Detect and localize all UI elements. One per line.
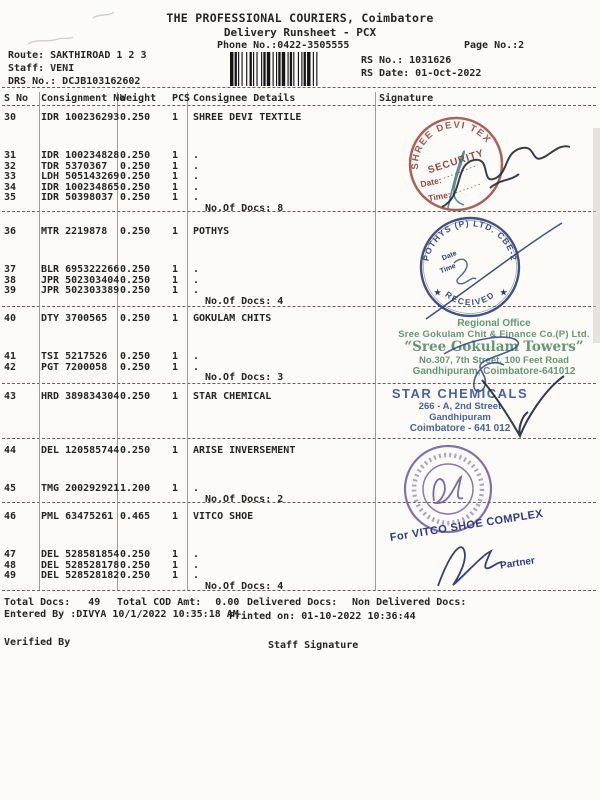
cell-consignee: . xyxy=(193,274,200,286)
rs-number: RS No.: 1031626 xyxy=(361,55,452,66)
cell-pcs: 1 xyxy=(172,511,179,522)
stamp-inner-date: Date xyxy=(441,250,458,263)
docs-count: No.Of Docs: 4 xyxy=(205,295,284,307)
cell-consignee: POTHYS xyxy=(193,226,230,237)
cell-consignment: JPR 502303389 xyxy=(41,285,120,296)
shree-devi-stamp xyxy=(396,108,588,220)
cell-consignment: BLR 695322266 xyxy=(41,264,120,275)
runsheet-section xyxy=(0,512,375,592)
cell-consignment: JPR 502303404 xyxy=(41,274,120,286)
cell-pcs: 1 xyxy=(172,171,179,182)
cell-weight: 0.250 xyxy=(120,226,151,237)
staff-signature-label: Staff Signature xyxy=(268,640,359,651)
table-header xyxy=(0,93,600,104)
cell-consignee: . xyxy=(193,361,200,373)
cell-sno: 44 xyxy=(4,445,17,456)
cell-consignee: . xyxy=(193,264,200,275)
stamp-security-text: SECURITY xyxy=(426,147,486,177)
cod-value: 0.00 xyxy=(215,597,240,608)
cell-weight: 0.250 xyxy=(120,160,151,172)
cell-weight: 0.465 xyxy=(120,511,151,522)
cell-consignee: . xyxy=(193,285,200,296)
cell-sno: 33 xyxy=(4,171,17,182)
cell-consignment: DEL 528528178 xyxy=(41,559,120,571)
star-signature xyxy=(468,366,578,448)
total-docs-label: Total Docs: xyxy=(4,597,71,608)
cell-consignment: DEL 120585744 xyxy=(41,445,120,456)
cell-pcs: 1 xyxy=(172,150,179,161)
vitco-stamp xyxy=(388,507,588,594)
stamp-ring-text: SHREE DEVI TEX xyxy=(409,119,494,170)
cell-sno: 36 xyxy=(4,226,17,237)
runsheet-section xyxy=(0,392,375,430)
cell-consignment: TSI 5217526 xyxy=(41,351,108,362)
printed-on: Printed on: 01-10-2022 10:36:44 xyxy=(229,611,416,622)
runsheet-section xyxy=(0,227,375,307)
table-row xyxy=(0,484,375,495)
cell-consignment: HRD 389834304 xyxy=(41,391,120,402)
cell-weight: 0.250 xyxy=(120,192,151,203)
cell-weight: 0.250 xyxy=(120,112,151,123)
cell-weight: 0.250 xyxy=(120,570,151,581)
cell-consignee: . xyxy=(193,192,200,203)
cell-consignment: DEL 528528182 xyxy=(41,570,120,581)
cell-pcs: 1 xyxy=(172,313,179,324)
column-line xyxy=(375,92,376,590)
drs-number: DRS No.: DCJB103162602 xyxy=(8,76,141,87)
cell-pcs: 1 xyxy=(172,226,179,237)
cell-consignment: PML 63475261 xyxy=(41,511,114,522)
cell-consignee: GOKULAM CHITS xyxy=(193,313,272,324)
cell-weight: 0.250 xyxy=(120,313,151,324)
stamp-time-label: Time: xyxy=(427,189,452,204)
stamp-ring-top-text: POTHYS (P) LTD. CBE-2 xyxy=(420,218,520,263)
cell-consignment: IDR 100234865 xyxy=(41,181,120,193)
page-subtitle: Delivery Runsheet - PCX xyxy=(223,26,377,39)
col-header-consignee: Consignee Details xyxy=(193,93,296,104)
stamp-line: Coimbatore - 641 012 xyxy=(409,423,511,434)
cell-consignee: . xyxy=(193,150,200,161)
cell-sno: 39 xyxy=(4,285,17,296)
separator-line xyxy=(2,105,596,106)
table-row xyxy=(0,265,375,276)
cell-consignment: TMG 200292921 xyxy=(41,483,120,494)
cell-weight: 0.250 xyxy=(120,285,151,296)
cell-consignment: DTY 3700565 xyxy=(41,313,108,324)
table-row xyxy=(0,550,375,561)
table-row xyxy=(0,227,375,238)
cell-consignee: . xyxy=(193,181,200,193)
cell-consignee: STAR CHEMICAL xyxy=(193,391,272,402)
cell-weight: 0.250 xyxy=(120,351,151,362)
cell-sno: 45 xyxy=(4,483,17,494)
cell-sno: 30 xyxy=(4,112,17,123)
cell-consignment: IDR 100234828 xyxy=(41,150,120,161)
runsheet-section xyxy=(0,446,375,505)
runsheet-section xyxy=(0,113,375,214)
col-header-pcs: PCS xyxy=(172,93,191,104)
cell-pcs: 1 xyxy=(172,549,179,560)
cell-sno: 49 xyxy=(4,570,17,581)
table-row xyxy=(0,113,375,124)
table-row xyxy=(0,363,375,374)
cell-weight: 0.250 xyxy=(120,150,151,161)
cell-pcs: 1 xyxy=(172,274,179,286)
docs-count: No.Of Docs: 4 xyxy=(205,580,284,592)
docs-count: No.Of Docs: 3 xyxy=(205,372,284,383)
barcode xyxy=(230,52,350,86)
cell-consignee: . xyxy=(193,160,200,172)
cell-weight: 0.250 xyxy=(120,171,151,182)
total-docs xyxy=(4,597,100,608)
separator-line xyxy=(2,87,596,88)
total-docs-value: 49 xyxy=(88,597,101,608)
stamp-role: Partner xyxy=(499,555,536,572)
cell-consignee: . xyxy=(193,483,200,494)
cell-consignee: ARISE INVERSEMENT xyxy=(193,445,296,456)
cell-consignee: . xyxy=(193,549,200,560)
rs-date: RS Date: 01-Oct-2022 xyxy=(361,68,482,79)
cell-weight: 0.250 xyxy=(120,559,151,571)
cell-sno: 31 xyxy=(4,150,17,161)
stamp-line: Gandhipuram xyxy=(429,412,491,423)
cell-consignment: TDR 5370367 xyxy=(41,160,108,172)
stamp-line: 266 - A, 2nd Street xyxy=(418,401,502,412)
docs-count: No.Of Docs: 8 xyxy=(205,202,284,214)
cell-pcs: 1 xyxy=(172,559,179,571)
table-row xyxy=(0,512,375,523)
cell-pcs: 1 xyxy=(172,483,179,494)
cell-weight: 0.250 xyxy=(120,445,151,456)
cell-pcs: 1 xyxy=(172,391,179,402)
cell-consignee: . xyxy=(193,570,200,581)
stamp-line: “Sree Gokulam Towers” xyxy=(404,339,584,355)
signature-stroke xyxy=(438,547,502,586)
signature-stroke xyxy=(433,477,463,503)
runsheet-section xyxy=(0,314,375,384)
cell-consignment: MTR 2219878 xyxy=(41,226,108,237)
stamp-line: Gandhipuram, Coimbatore-641012 xyxy=(412,366,576,377)
table-row xyxy=(0,151,375,162)
cell-weight: 0.250 xyxy=(120,549,151,560)
table-row xyxy=(0,446,375,457)
cell-consignment: IDR 50398037 xyxy=(41,192,114,203)
cell-weight: 0.250 xyxy=(120,361,151,373)
cell-pcs: 1 xyxy=(172,112,179,123)
table-row xyxy=(0,392,375,403)
signature-stroke xyxy=(482,376,564,436)
cell-pcs: 1 xyxy=(172,160,179,172)
cell-sno: 43 xyxy=(4,391,17,402)
cell-sno: 46 xyxy=(4,511,17,522)
stamp-date-label: Date: xyxy=(419,174,443,190)
page-number: Page No.:2 xyxy=(464,40,525,51)
cell-pcs: 1 xyxy=(172,192,179,203)
table-row xyxy=(0,172,375,183)
cell-consignee: . xyxy=(193,171,200,182)
cell-consignment: PGT 7200058 xyxy=(41,361,108,373)
cell-weight: 0.250 xyxy=(120,391,151,402)
cell-sno: 38 xyxy=(4,274,17,286)
table-row xyxy=(0,352,375,363)
cell-consignment: DEL 528581854 xyxy=(41,549,120,560)
col-header-sno: S No xyxy=(4,93,29,104)
cell-pcs: 1 xyxy=(172,181,179,193)
cell-consignee: VITCO SHOE xyxy=(193,511,254,522)
cell-sno: 41 xyxy=(4,351,17,362)
cell-sno: 32 xyxy=(4,160,17,172)
stamp-inner-time: Time xyxy=(439,262,457,276)
stamp-line: Sree Gokulam Chit & Finance Co.(P) Ltd. xyxy=(398,329,590,340)
col-header-consignment: Consignment No xyxy=(41,93,126,104)
cell-weight: 1.200 xyxy=(120,483,151,494)
cell-pcs: 1 xyxy=(172,351,179,362)
cell-pcs: 1 xyxy=(172,361,179,373)
total-cod xyxy=(117,597,239,608)
stamp-for-line: For VITCO SHOE COMPLEX xyxy=(389,507,544,544)
cell-pcs: 1 xyxy=(172,264,179,275)
cell-pcs: 1 xyxy=(172,445,179,456)
col-header-weight: Weight xyxy=(120,93,157,104)
cell-consignee: . xyxy=(193,559,200,571)
cell-consignee: . xyxy=(193,351,200,362)
table-row xyxy=(0,571,375,582)
stamp-ring-lettering xyxy=(414,455,482,523)
route-label: Route: SAKTHIROAD 1 2 3 xyxy=(8,50,147,61)
cell-sno: 35 xyxy=(4,192,17,203)
delivered-docs-label: Delivered Docs: xyxy=(247,597,338,608)
stamp-ring-bottom-text: RECEIVED xyxy=(443,289,497,308)
table-row xyxy=(0,193,375,204)
cell-sno: 47 xyxy=(4,549,17,560)
stamp-line: Regional Office xyxy=(457,318,531,329)
cell-sno: 48 xyxy=(4,559,17,571)
cell-weight: 0.250 xyxy=(120,264,151,275)
staff-label: Staff: VENI xyxy=(8,63,75,74)
cell-weight: 0.250 xyxy=(120,181,151,193)
scan-edge-shadow xyxy=(593,128,600,343)
stamp-star-left: ★ xyxy=(434,288,442,297)
cell-weight: 0.250 xyxy=(120,274,151,286)
cell-pcs: 1 xyxy=(172,285,179,296)
verified-by-label: Verified By xyxy=(4,637,71,648)
cell-sno: 42 xyxy=(4,361,17,373)
cell-consignee: SHREE DEVI TEXTILE xyxy=(193,112,302,123)
pothys-stamp xyxy=(396,217,588,325)
stamp-line: STAR CHEMICALS xyxy=(391,386,529,401)
cell-pcs: 1 xyxy=(172,570,179,581)
cell-consignment: LDH 505143269 xyxy=(41,171,120,182)
col-header-signature: Signature xyxy=(379,93,434,104)
cell-sno: 34 xyxy=(4,181,17,193)
signature-stroke xyxy=(454,259,476,284)
entered-by: Entered By :DIVYA 10/1/2022 10:35:18 AM xyxy=(4,609,239,620)
stamp-line: No.307, 7th Street, 100 Feet Road xyxy=(419,355,569,366)
table-row xyxy=(0,314,375,325)
cell-sno: 40 xyxy=(4,313,17,324)
phone-number: Phone No.:0422-3505555 xyxy=(217,40,350,51)
page-title: THE PROFESSIONAL COURIERS, Coimbatore xyxy=(166,11,434,25)
stamp-star-right: ★ xyxy=(500,288,508,297)
table-row xyxy=(0,286,375,297)
cell-sno: 37 xyxy=(4,264,17,275)
cell-consignment: IDR 100236293 xyxy=(41,112,120,123)
docs-count: No.Of Docs: 2 xyxy=(205,493,284,505)
non-delivered-docs-label: Non Delivered Docs: xyxy=(352,597,467,608)
cod-label: Total COD Amt: xyxy=(117,597,202,608)
